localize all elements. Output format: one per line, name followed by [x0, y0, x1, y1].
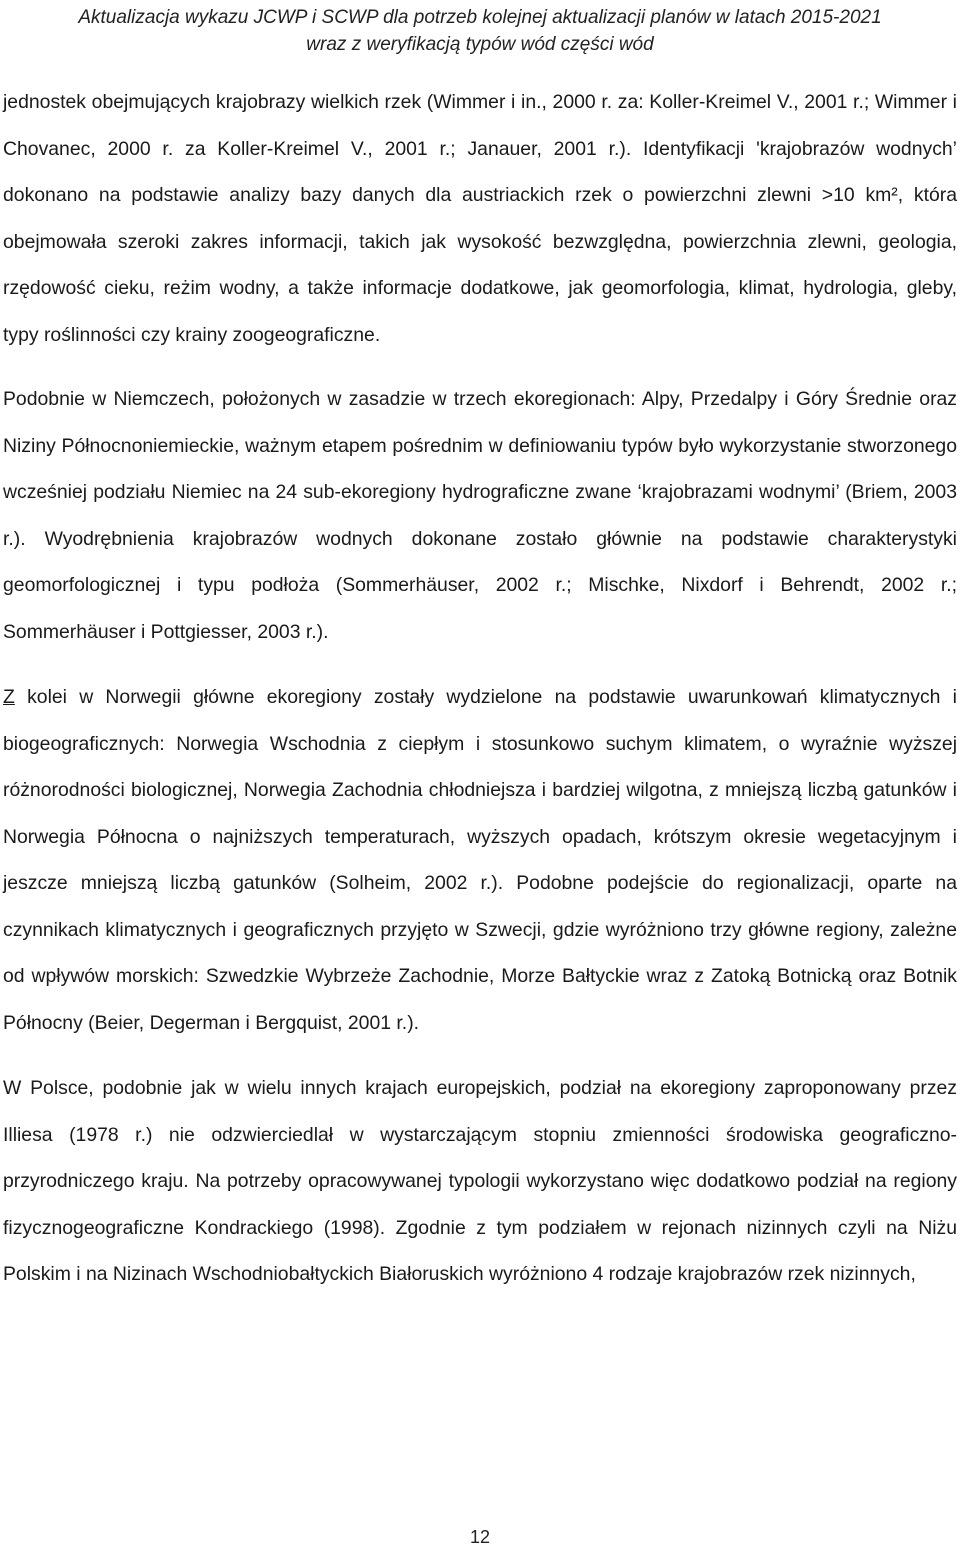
paragraph-norway-sweden [3, 674, 957, 1046]
document-body [3, 79, 957, 1298]
paragraph-germany: Podobnie w Niemczech, położonych w zasadzie w trzech ekoregionach: Alpy, Przedalpy i Góry Średnie oraz Niziny Północnoniemieckie, ważnym etapem pośrednim w definiowaniu typów było wykorzystanie stworzonego wcześniej podziału Niemiec na 24 sub-ekoregiony hydrograficzne zwane ‘krajobrazami wodnymi’ (Briem, 2003 r.). Wyodrębnienia krajobrazów wodnych dokonane zostało głównie na podstawie charakterystyki geomorfologicznej i typu podłoża (Sommerhäuser, 2002 r.; Mischke, Nixdorf i Behrendt, 2002 r.; Sommerhäuser i Pottgiesser, 2003 r.). [3, 388, 957, 643]
page-header [0, 4, 960, 58]
paragraph-norway-sweden-text: kolei w Norwegii główne ekoregiony zostały wydzielone na podstawie uwarunkowań klimatycznych i biogeograficznych: Norwegia Wschodnia z ciepłym i stosunkowo suchym klimatem, o wyraźnie wyższej różnorodności biologicznej, Norwegia Zachodnia chłodniejsza i bardziej wilgotna, z mniejszą liczbą gatunków i Norwegia Północna o najniższych temperaturach, wyższych opadach, krótszym okresie wegetacyjnym i jeszcze mniejszą liczbą gatunków (Solheim, 2002 r.). Podobne podejście do regionalizacji, oparte na czynnikach klimatycznych i geograficznych przyjęto w Szwecji, gdzie wyróżniono trzy główne regiony, zależne od wpływów morskich: Szwedzkie Wybrzeże Zachodnie, Morze Bałtyckie wraz z Zatoką Botnicką oraz Botnik Północny (Beier, Degerman i Bergquist, 2001 r.). [3, 686, 957, 1034]
paragraph-poland: W Polsce, podobnie jak w wielu innych krajach europejskich, podział na ekoregiony zaproponowany przez Illiesa (1978 r.) nie odzwierciedlał w wystarczającym stopniu zmienności środowiska geograficzno-przyrodniczego kraju. Na potrzeby opracowywanej typologii wykorzystano więc dodatkowo podział na regiony fizycznogeograficzne Kondrackiego (1998). Zgodnie z tym podziałem w rejonach nizinnych czyli na Niżu Polskim i na Nizinach Wschodniobałtyckich Białoruskich wyróżniono 4 rodzaje krajobrazów rzek nizinnych, [3, 1077, 957, 1285]
header-line-1: Aktualizacja wykazu JCWP i SCWP dla potrzeb kolejnej aktualizacji planów w latach 2015-2021 [78, 7, 882, 28]
header-line-2: wraz z weryfikacją typów wód części wód [306, 34, 654, 55]
page-number: 12 [469, 1527, 491, 1547]
paragraph-austria: jednostek obejmujących krajobrazy wielkich rzek (Wimmer i in., 2000 r. za: Koller-Kreimel V., 2001 r.; Wimmer i Chovanec, 2000 r. za Koller-Kreimel V., 2001 r.; Janauer, 2001 r.). Identyfikacji 'krajobrazów wodnych’ dokonano na podstawie analizy bazy danych dla austriackich rzek o powierzchni zlewni >10 km², która obejmowała szeroki zakres informacji, takich jak wysokość bezwzględna, powierzchnia zlewni, geologia, rzędowość cieku, reżim wodny, a także informacje dodatkowe, jak geomorfologia, klimat, hydrologia, gleby, typy roślinności czy krainy zoogeograficzne. [3, 91, 957, 346]
drop-initial: Z [3, 686, 15, 708]
